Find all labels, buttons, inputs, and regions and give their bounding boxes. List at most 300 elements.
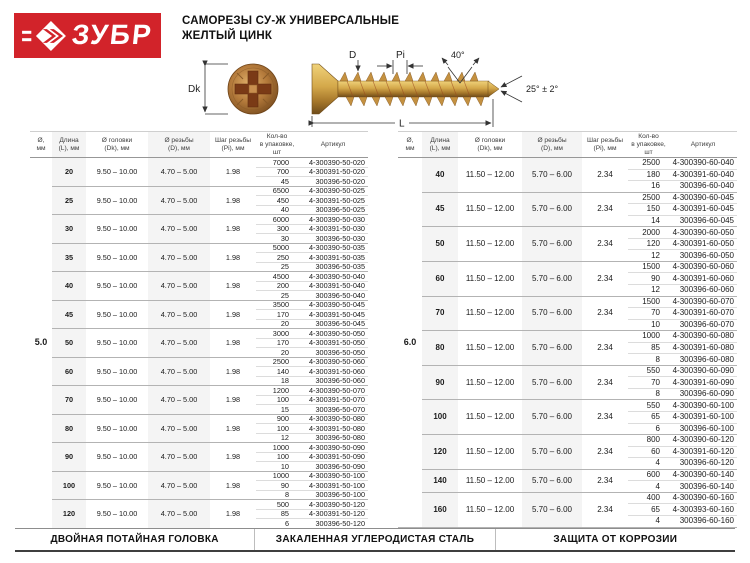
- head-diameter-cell: 9.50 – 10.00: [86, 186, 148, 215]
- head-diameter-cell: 11.50 – 12.00: [458, 192, 522, 227]
- pack-qty-cell: 15: [256, 405, 298, 415]
- head-angle-label: 40°: [451, 50, 465, 60]
- thread-diameter-cell: 5.70 – 6.00: [522, 158, 582, 193]
- column-header: Ø резьбы (D), мм: [148, 132, 210, 158]
- head-diameter-cell: 11.50 – 12.00: [458, 331, 522, 366]
- table-row: [398, 261, 737, 273]
- article-cell: 300396-50-090: [298, 462, 368, 472]
- article-cell: 4-300391-50-120: [298, 509, 368, 519]
- table-row: [398, 365, 737, 377]
- thread-pitch-cell: 1.98: [210, 186, 256, 215]
- head-diameter-cell: 9.50 – 10.00: [96, 167, 138, 177]
- thread-pitch-cell: 2.34: [582, 400, 628, 435]
- article-cell: 300396-60-060: [669, 285, 737, 297]
- thread-pitch-cell: 2.34: [582, 469, 628, 492]
- article-cell: 4-300390-60-070: [669, 296, 737, 308]
- article-cell: 300396-60-120: [669, 458, 737, 470]
- column-header: Артикул: [669, 132, 737, 158]
- thread-pitch-cell: 2.34: [582, 192, 628, 227]
- thread-pitch-cell: 1.98: [210, 357, 256, 386]
- thread-diameter-cell: 4.70 – 5.00: [148, 215, 210, 244]
- article-cell: 4-300391-50-100: [298, 481, 368, 491]
- thread-diameter-cell: 5.70 – 6.00: [522, 469, 582, 492]
- thread-diameter-cell: 5.70 – 6.00: [522, 365, 582, 400]
- head-diameter-cell: 9.50 – 10.00: [86, 357, 148, 386]
- length-cell: 45: [422, 192, 458, 227]
- table-row: [30, 272, 368, 282]
- article-cell: 300396-50-025: [298, 205, 368, 215]
- pack-qty-cell: 12: [628, 250, 669, 262]
- pack-qty-cell: 85: [256, 509, 298, 519]
- thread-diameter-cell: 4.70 – 5.00: [148, 272, 210, 301]
- article-cell: 300396-50-020: [298, 177, 368, 187]
- pack-qty-cell: 150: [628, 204, 669, 216]
- length-cell: 40: [435, 169, 445, 179]
- pack-qty-cell: 90: [256, 481, 298, 491]
- pack-qty-cell: 400: [628, 492, 669, 504]
- thread-diameter-cell: 4.70 – 5.00: [148, 186, 210, 215]
- pack-qty-cell: 900: [256, 414, 298, 424]
- column-header: Шаг резьбы (Pi), мм: [210, 132, 256, 158]
- table-row: [398, 192, 737, 204]
- dk-label: Dk: [188, 84, 201, 95]
- article-cell: 4-300391-60-080: [669, 342, 737, 354]
- table-row: [30, 300, 368, 310]
- thread-pitch-cell: 1.98: [210, 414, 256, 443]
- screw-side-view: [312, 64, 499, 114]
- article-cell: 4-300390-60-040: [672, 158, 734, 168]
- length-cell: 100: [422, 400, 458, 435]
- thread-pitch-cell: 1.98: [210, 215, 256, 244]
- pack-qty-cell: 4: [628, 515, 669, 527]
- pack-qty-cell: 2000: [628, 227, 669, 239]
- pack-qty-cell: 300: [256, 224, 298, 234]
- length-cell: 45: [52, 300, 86, 329]
- article-cell: 4-300390-60-160: [669, 492, 737, 504]
- pack-qty-cell: 250: [256, 253, 298, 263]
- table-row: [398, 227, 737, 239]
- feature-double-head: ДВОЙНАЯ ПОТАЙНАЯ ГОЛОВКА: [50, 534, 219, 545]
- head-diameter-cell: 11.50 – 12.00: [465, 169, 515, 179]
- zubr-logo: [14, 13, 161, 58]
- pack-qty-cell: 90: [628, 273, 669, 285]
- thread-pitch-cell: 2.34: [582, 365, 628, 400]
- article-cell: 4-300390-50-025: [298, 186, 368, 196]
- thread-diameter-cell: 4.70 – 5.00: [148, 243, 210, 272]
- thread-pitch-cell: 2.34: [582, 435, 628, 470]
- thread-diameter-cell: 5.70 – 6.00: [522, 492, 582, 527]
- pack-qty-cell: 180: [628, 169, 669, 181]
- article-cell: 4-300390-50-040: [298, 272, 368, 282]
- pack-qty-cell: 25: [256, 291, 298, 301]
- table-row: [398, 400, 737, 412]
- thread-diameter-cell: 5.70 – 6.00: [522, 261, 582, 296]
- tip-angle-lines: [501, 76, 522, 102]
- thread-diameter-cell: 4.70 – 5.00: [148, 500, 210, 529]
- thread-pitch-cell: 1.98: [210, 500, 256, 529]
- article-cell: 4-300391-60-070: [669, 308, 737, 320]
- thread-pitch-cell: 2.34: [582, 261, 628, 296]
- spec-table-6mm: [398, 131, 737, 528]
- article-cell: 300396-50-045: [298, 319, 368, 329]
- feature-corrosion-protection: ЗАЩИТА ОТ КОРРОЗИИ: [495, 529, 735, 550]
- feature-bar: [15, 528, 735, 552]
- length-cell: 70: [52, 386, 86, 415]
- article-cell: 4-300390-50-035: [298, 243, 368, 253]
- table-row: [30, 443, 368, 453]
- pack-qty-cell: 14: [628, 215, 669, 227]
- pack-qty-cell: 170: [256, 338, 298, 348]
- thread-diameter-cell: 4.70 – 5.00: [148, 329, 210, 358]
- thread-pitch-cell: 1.98: [210, 443, 256, 472]
- length-cell: 35: [52, 243, 86, 272]
- article-cell: 4-300390-60-050: [669, 227, 737, 239]
- pack-qty-cell: 6500: [256, 186, 298, 196]
- length-cell: 140: [422, 469, 458, 492]
- article-cell: 4-300390-60-045: [669, 192, 737, 204]
- pack-qty-cell: 800: [628, 435, 669, 447]
- article-cell: 4-300391-50-080: [298, 424, 368, 434]
- head-diameter-cell: 11.50 – 12.00: [458, 227, 522, 262]
- column-header: Артикул: [298, 132, 368, 158]
- thread-pitch-cell: 1.98: [210, 386, 256, 415]
- pack-qty-cell: 70: [628, 377, 669, 389]
- pack-qty-cell: 8: [628, 354, 669, 366]
- article-cell: 300396-50-040: [298, 291, 368, 301]
- thread-diameter-cell: 5.70 – 6.00: [522, 435, 582, 470]
- head-diameter-cell: 9.50 – 10.00: [86, 386, 148, 415]
- thread-pitch-cell: 2.34: [582, 492, 628, 527]
- head-diameter-cell: 9.50 – 10.00: [86, 329, 148, 358]
- article-cell: 4-300391-50-050: [298, 338, 368, 348]
- length-cell: 70: [422, 296, 458, 331]
- length-cell: 120: [422, 435, 458, 470]
- article-cell: 4-300390-60-060: [669, 261, 737, 273]
- spec-table: [398, 131, 737, 528]
- pack-qty-cell: 100: [256, 424, 298, 434]
- pack-qty-cell: 12: [256, 433, 298, 443]
- article-cell: 4-300390-60-140: [669, 469, 737, 481]
- thread-diameter-cell: 4.70 – 5.00: [148, 158, 210, 187]
- pack-qty-cell: 8: [628, 388, 669, 400]
- column-header: Ø головки (Dk), мм: [86, 132, 148, 158]
- column-header: Ø резьбы (D), мм: [522, 132, 582, 158]
- thread-diameter-cell: 4.70 – 5.00: [148, 386, 210, 415]
- head-diameter-cell: 11.50 – 12.00: [458, 492, 522, 527]
- thread-diameter-cell: 5.70 – 6.00: [522, 192, 582, 227]
- article-cell: 300396-60-040: [669, 181, 737, 193]
- article-cell: 4-300390-60-100: [669, 400, 737, 412]
- article-cell: 4-300390-50-020: [309, 157, 365, 167]
- feature-hardened-steel: ЗАКАЛЕННАЯ УГЛЕРОДИСТАЯ СТАЛЬ: [254, 529, 494, 550]
- pack-qty-cell: 6: [628, 423, 669, 435]
- pack-qty-cell: 6000: [256, 215, 298, 225]
- pack-qty-cell: 600: [628, 469, 669, 481]
- pack-qty-cell: 1000: [256, 443, 298, 453]
- pack-qty-cell: 4500: [256, 272, 298, 282]
- pack-qty-cell: 8: [256, 490, 298, 500]
- table-row: [398, 296, 737, 308]
- article-cell: 4-300390-50-070: [298, 386, 368, 396]
- article-cell: 4-300391-50-040: [298, 281, 368, 291]
- zubr-logo-emblem: [22, 21, 66, 51]
- column-header: Шаг резьбы (Pi), мм: [582, 132, 628, 158]
- head-diameter-cell: 11.50 – 12.00: [458, 365, 522, 400]
- table-row: [30, 243, 368, 253]
- table-row: [30, 186, 368, 196]
- length-cell: 100: [52, 471, 86, 500]
- pack-qty-cell: 550: [628, 400, 669, 412]
- spec-table: [30, 131, 368, 529]
- head-diameter-cell: 9.50 – 10.00: [86, 471, 148, 500]
- article-cell: 4-300390-60-080: [669, 331, 737, 343]
- pack-qty-cell: 1200: [256, 386, 298, 396]
- pack-qty-cell: 3500: [256, 300, 298, 310]
- pack-qty-cell: 6: [256, 519, 298, 529]
- dk-dimension: [205, 64, 228, 114]
- pack-qty-cell: 45: [256, 177, 298, 187]
- length-cell: 160: [422, 492, 458, 527]
- article-cell: 4-300390-50-045: [298, 300, 368, 310]
- article-cell: 4-300391-50-060: [298, 367, 368, 377]
- table-row: [398, 492, 737, 504]
- article-cell: 4-300391-50-035: [298, 253, 368, 263]
- article-cell: 4-300390-60-090: [669, 365, 737, 377]
- article-cell: 300396-50-100: [298, 490, 368, 500]
- zubr-logo-text: ЗУБР: [70, 18, 155, 50]
- article-cell: 300396-50-035: [298, 262, 368, 272]
- article-cell: 4-300390-50-120: [298, 500, 368, 510]
- thread-pitch-cell: 1.98: [210, 243, 256, 272]
- pack-qty-cell: 1000: [256, 471, 298, 481]
- column-header: Ø, мм: [30, 132, 52, 158]
- pack-qty-cell: 12: [628, 285, 669, 297]
- thread-diameter-cell: 4.70 – 5.00: [148, 471, 210, 500]
- pack-qty-cell: 2500: [642, 158, 660, 168]
- pack-qty-cell: 1500: [628, 261, 669, 273]
- thread-diameter-cell: 5.70 – 6.00: [522, 296, 582, 331]
- pack-qty-cell: 30: [256, 234, 298, 244]
- thread-pitch-cell: 1.98: [225, 167, 241, 177]
- head-diameter-cell: 11.50 – 12.00: [458, 400, 522, 435]
- article-cell: 4-300391-60-040: [669, 169, 737, 181]
- length-cell: 20: [64, 167, 74, 177]
- table-row: [398, 435, 737, 447]
- head-diameter-cell: 9.50 – 10.00: [86, 215, 148, 244]
- length-cell: 90: [52, 443, 86, 472]
- thread-diameter-cell: 5.70 – 6.00: [522, 227, 582, 262]
- article-cell: 300396-50-070: [298, 405, 368, 415]
- table-row: [30, 414, 368, 424]
- article-cell: 4-300391-60-045: [669, 204, 737, 216]
- head-diameter-cell: 9.50 – 10.00: [86, 414, 148, 443]
- length-cell: 40: [52, 272, 86, 301]
- pack-qty-cell: 3000: [256, 329, 298, 339]
- thread-pitch-cell: 1.98: [210, 329, 256, 358]
- thread-diameter-cell: 4.70 – 5.00: [148, 414, 210, 443]
- article-cell: 4-300391-60-120: [669, 446, 737, 458]
- thread-diameter-cell: 4.70 – 5.00: [148, 443, 210, 472]
- article-cell: 300396-60-090: [669, 388, 737, 400]
- pack-qty-cell: 70: [628, 308, 669, 320]
- article-cell: 300396-60-080: [669, 354, 737, 366]
- length-cell: 50: [422, 227, 458, 262]
- article-cell: 4-300390-50-050: [298, 329, 368, 339]
- article-cell: 300396-50-030: [298, 234, 368, 244]
- thread-diameter-cell: 5.70 – 6.00: [522, 400, 582, 435]
- pack-qty-cell: 1000: [628, 331, 669, 343]
- d-label: D: [349, 50, 357, 61]
- pack-qty-cell: 200: [256, 281, 298, 291]
- article-cell: 300396-60-160: [669, 515, 737, 527]
- length-cell: 50: [52, 329, 86, 358]
- head-diameter-cell: 9.50 – 10.00: [86, 300, 148, 329]
- length-cell: 90: [422, 365, 458, 400]
- article-cell: 300396-50-080: [298, 433, 368, 443]
- length-cell: 60: [422, 261, 458, 296]
- pack-qty-cell: 85: [628, 342, 669, 354]
- pack-qty-cell: 10: [628, 319, 669, 331]
- pack-qty-cell: 450: [256, 196, 298, 206]
- pack-qty-cell: 120: [628, 238, 669, 250]
- pack-qty-cell: 65: [628, 504, 669, 516]
- head-diameter-cell: 9.50 – 10.00: [86, 500, 148, 529]
- thread-pitch-cell: 2.34: [597, 169, 613, 179]
- length-cell: 120: [52, 500, 86, 529]
- length-cell: 60: [52, 357, 86, 386]
- thread-pitch-cell: 1.98: [210, 300, 256, 329]
- pack-qty-cell: 2500: [628, 192, 669, 204]
- pack-qty-cell: 20: [256, 319, 298, 329]
- article-cell: 4-300390-50-080: [298, 414, 368, 424]
- article-cell: 4-300391-60-090: [669, 377, 737, 389]
- article-cell: 4-300390-60-120: [669, 435, 737, 447]
- thread-pitch-cell: 2.34: [582, 227, 628, 262]
- pack-qty-cell: 100: [256, 452, 298, 462]
- article-cell: 300396-50-120: [298, 519, 368, 529]
- article-cell: 300396-60-045: [669, 215, 737, 227]
- article-cell: 4-300391-60-100: [669, 412, 737, 424]
- head-diameter-cell: 11.50 – 12.00: [458, 261, 522, 296]
- table-row: [30, 357, 368, 367]
- pack-qty-cell: 100: [256, 395, 298, 405]
- pi-label: Pi: [396, 50, 405, 61]
- article-cell: 4-300391-50-025: [298, 196, 368, 206]
- page-title-line1: САМОРЕЗЫ СУ-Ж УНИВЕРСАЛЬНЫЕ: [182, 15, 400, 27]
- length-label: L: [399, 118, 405, 130]
- head-diameter-cell: 9.50 – 10.00: [86, 272, 148, 301]
- article-cell: 4-300390-50-060: [298, 357, 368, 367]
- table-row: [398, 331, 737, 343]
- article-cell: 300396-50-050: [298, 348, 368, 358]
- thread-pitch-cell: 1.98: [210, 272, 256, 301]
- article-cell: 4-300391-50-030: [298, 224, 368, 234]
- article-cell: 4-300391-50-090: [298, 452, 368, 462]
- column-header: Ø, мм: [398, 132, 422, 158]
- pack-qty-cell: 4: [628, 481, 669, 493]
- tip-angle-label: 25° ± 2°: [526, 84, 559, 94]
- thread-diameter-cell: 4.70 – 5.00: [148, 300, 210, 329]
- thread-pitch-cell: 2.34: [582, 331, 628, 366]
- article-cell: 4-300391-60-050: [669, 238, 737, 250]
- column-header: Длина (L), мм: [52, 132, 86, 158]
- article-cell: 4-300390-50-100: [298, 471, 368, 481]
- head-diameter-cell: 9.50 – 10.00: [86, 443, 148, 472]
- pack-qty-cell: 16: [628, 181, 669, 193]
- page-title-line2: ЖЕЛТЫЙ ЦИНК: [182, 30, 273, 42]
- diameter-cell: 5.0: [34, 337, 48, 348]
- length-cell: 80: [52, 414, 86, 443]
- column-header: Кол-во в упаковке, шт: [628, 132, 669, 158]
- spec-table-5mm: [30, 131, 368, 529]
- pack-qty-cell: 2500: [256, 357, 298, 367]
- column-header: Длина (L), мм: [422, 132, 458, 158]
- article-cell: 4-300391-60-060: [669, 273, 737, 285]
- table-row: [398, 469, 737, 481]
- article-cell: 4-300390-50-030: [298, 215, 368, 225]
- table-row: [30, 386, 368, 396]
- pack-qty-cell: 40: [256, 205, 298, 215]
- pack-qty-cell: 500: [256, 500, 298, 510]
- pack-qty-cell: 10: [256, 462, 298, 472]
- article-cell: 300396-60-140: [669, 481, 737, 493]
- table-row: [398, 158, 737, 170]
- pack-qty-cell: 550: [628, 365, 669, 377]
- length-cell: 80: [422, 331, 458, 366]
- head-diameter-cell: 11.50 – 12.00: [458, 296, 522, 331]
- thread-diameter-cell: 5.70 – 6.00: [522, 331, 582, 366]
- head-diameter-cell: 11.50 – 12.00: [458, 469, 522, 492]
- pack-qty-cell: 700: [256, 167, 298, 177]
- pack-qty-cell: 20: [256, 348, 298, 358]
- pack-qty-cell: 4: [628, 458, 669, 470]
- diameter-cell: 6.0: [403, 336, 417, 347]
- head-diameter-cell: 9.50 – 10.00: [86, 243, 148, 272]
- head-diameter-cell: 11.50 – 12.00: [458, 435, 522, 470]
- table-row: [30, 329, 368, 339]
- pack-qty-cell: 5000: [256, 243, 298, 253]
- table-row: [30, 215, 368, 225]
- article-cell: 4-300391-50-020: [298, 167, 368, 177]
- thread-pitch-cell: 2.34: [582, 296, 628, 331]
- screw-diagram: [180, 45, 580, 135]
- article-cell: 300396-60-050: [669, 250, 737, 262]
- column-header: Ø головки (Dk), мм: [458, 132, 522, 158]
- article-cell: 300396-60-100: [669, 423, 737, 435]
- table-row: [30, 471, 368, 481]
- page-title: [182, 14, 399, 44]
- article-cell: 4-300390-50-090: [298, 443, 368, 453]
- pack-qty-cell: 7000: [272, 157, 289, 167]
- table-row: [30, 500, 368, 510]
- pack-qty-cell: 18: [256, 376, 298, 386]
- pack-qty-cell: 25: [256, 262, 298, 272]
- thread-diameter-cell: 4.70 – 5.00: [148, 357, 210, 386]
- article-cell: 300396-60-070: [669, 319, 737, 331]
- column-header: Кол-во в упаковке, шт: [256, 132, 298, 158]
- thread-pitch-cell: 1.98: [210, 471, 256, 500]
- article-cell: 300396-50-060: [298, 376, 368, 386]
- article-cell: 4-300391-50-070: [298, 395, 368, 405]
- article-cell: 4-300393-60-160: [669, 504, 737, 516]
- length-cell: 30: [52, 215, 86, 244]
- pack-qty-cell: 65: [628, 412, 669, 424]
- screw-head-top-view: [228, 64, 278, 114]
- length-cell: 25: [52, 186, 86, 215]
- pack-qty-cell: 1500: [628, 296, 669, 308]
- article-cell: 4-300391-50-045: [298, 310, 368, 320]
- pack-qty-cell: 60: [628, 446, 669, 458]
